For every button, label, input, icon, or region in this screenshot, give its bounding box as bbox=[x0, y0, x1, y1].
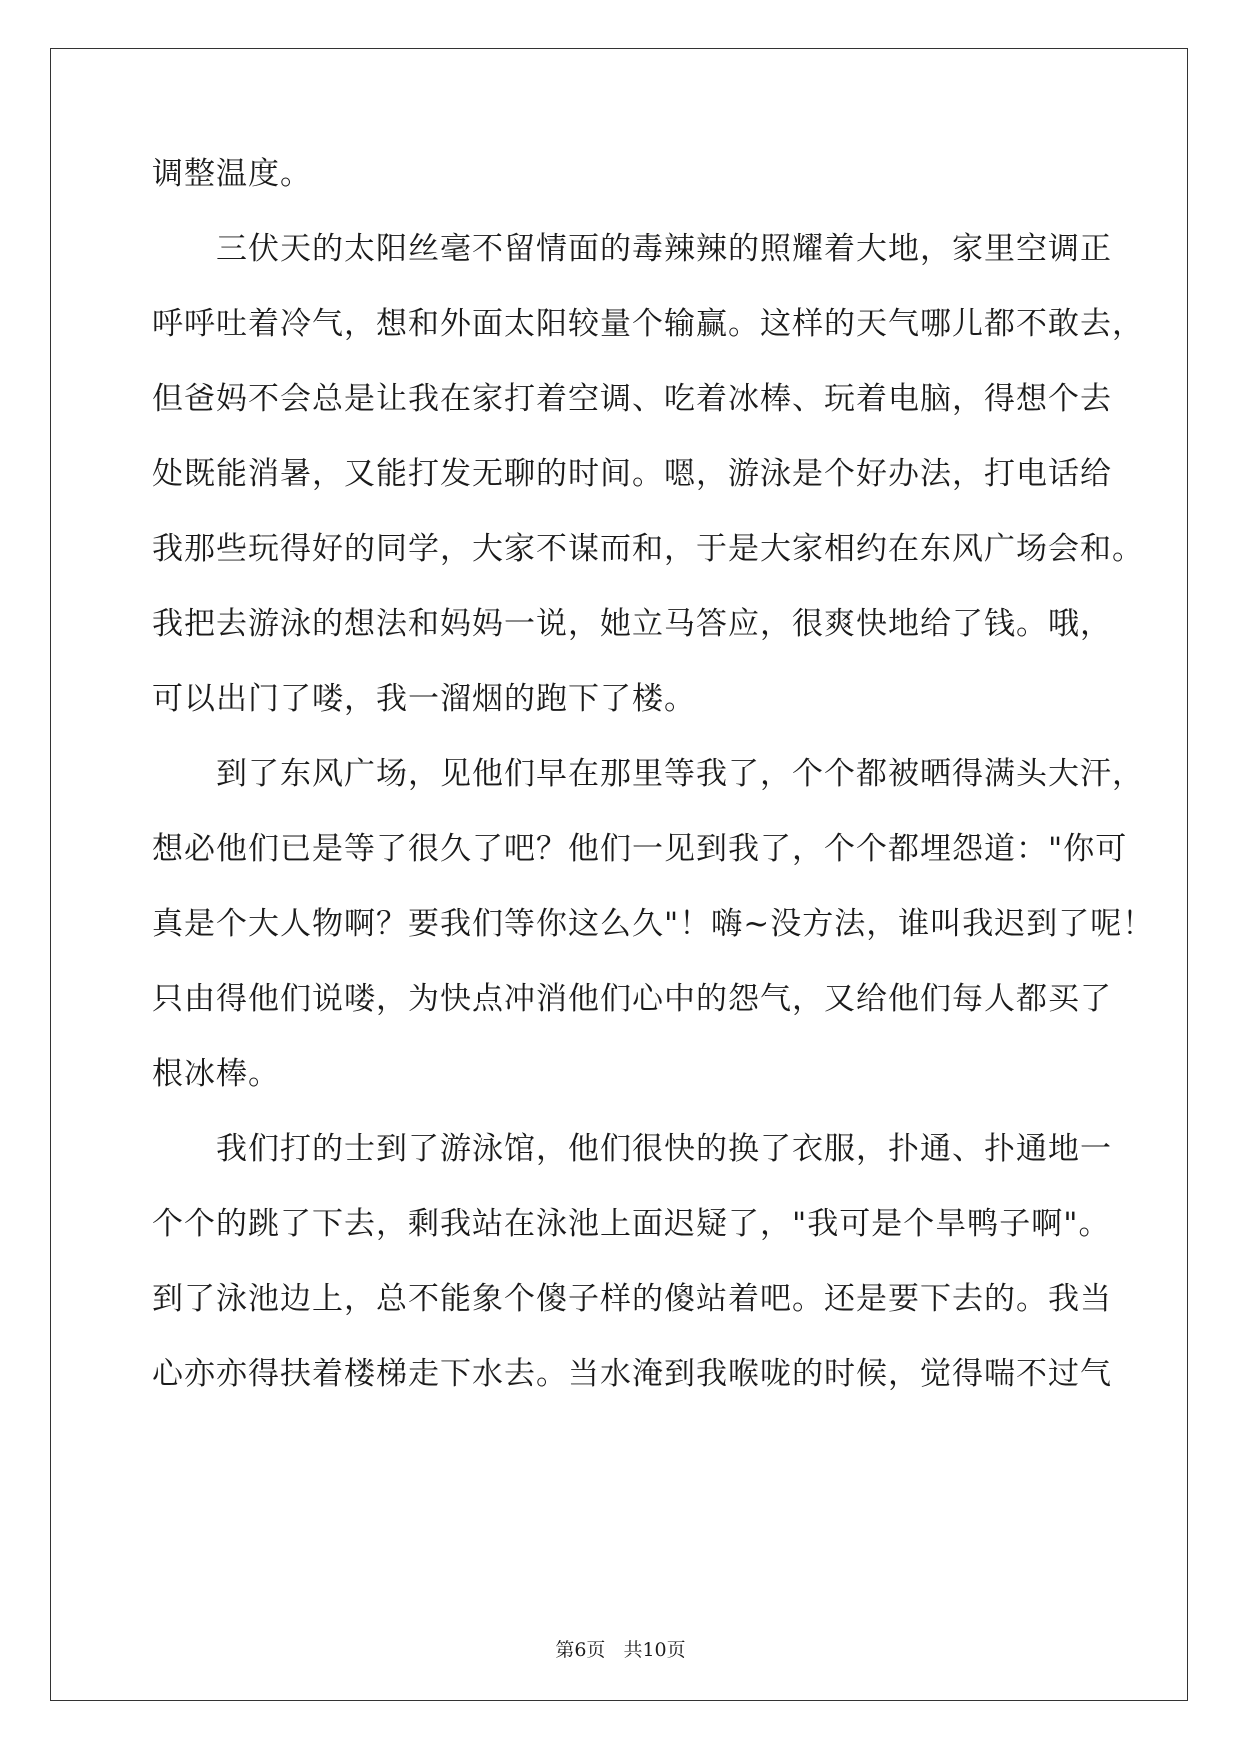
text-line: 但爸妈不会总是让我在家打着空调、吃着冰棒、玩着电脑，得想个去 bbox=[152, 381, 1112, 417]
text-line: 呼呼吐着冷气，想和外面太阳较量个输赢。这样的天气哪儿都不敢去， bbox=[152, 306, 1144, 342]
page-total: 共10页 bbox=[623, 1639, 686, 1661]
text-line: 我们打的士到了游泳馆，他们很快的换了衣服，扑通、扑通地一 bbox=[152, 1131, 1112, 1167]
text-line: 调整温度。 bbox=[152, 156, 312, 192]
text-line: 我把去游泳的想法和妈妈一说，她立马答应，很爽快地给了钱。哦， bbox=[152, 606, 1112, 642]
text-line: 个个的跳了下去，剩我站在泳池上面迟疑了，"我可是个旱鸭子啊"。 bbox=[152, 1206, 1111, 1242]
text-line: 到了泳池边上，总不能象个傻子样的傻站着吧。还是要下去的。我当 bbox=[152, 1281, 1112, 1317]
text-line: 真是个大人物啊？要我们等你这么久"！嗨~没方法，谁叫我迟到了呢！ bbox=[152, 906, 1155, 942]
text-line: 三伏天的太阳丝毫不留情面的毒辣辣的照耀着大地，家里空调正 bbox=[152, 231, 1112, 267]
text-line: 处既能消暑，又能打发无聊的时间。嗯，游泳是个好办法，打电话给 bbox=[152, 456, 1112, 492]
page-border bbox=[50, 48, 1188, 1701]
text-line: 可以出门了喽，我一溜烟的跑下了楼。 bbox=[152, 681, 696, 717]
text-line: 根冰棒。 bbox=[152, 1056, 280, 1092]
text-line: 到了东风广场，见他们早在那里等我了，个个都被晒得满头大汗， bbox=[152, 756, 1144, 792]
text-line: 我那些玩得好的同学，大家不谋而和，于是大家相约在东风广场会和。 bbox=[152, 531, 1144, 567]
text-line: 只由得他们说喽，为快点冲消他们心中的怨气，又给他们每人都买了 bbox=[152, 981, 1112, 1017]
page-number: 第6页 bbox=[555, 1639, 606, 1661]
text-line: 想必他们已是等了很久了吧？他们一见到我了，个个都埋怨道："你可 bbox=[152, 831, 1128, 867]
text-line: 心亦亦得扶着楼梯走下水去。当水淹到我喉咙的时候，觉得喘不过气 bbox=[152, 1356, 1112, 1392]
page-footer bbox=[0, 1635, 1241, 1662]
